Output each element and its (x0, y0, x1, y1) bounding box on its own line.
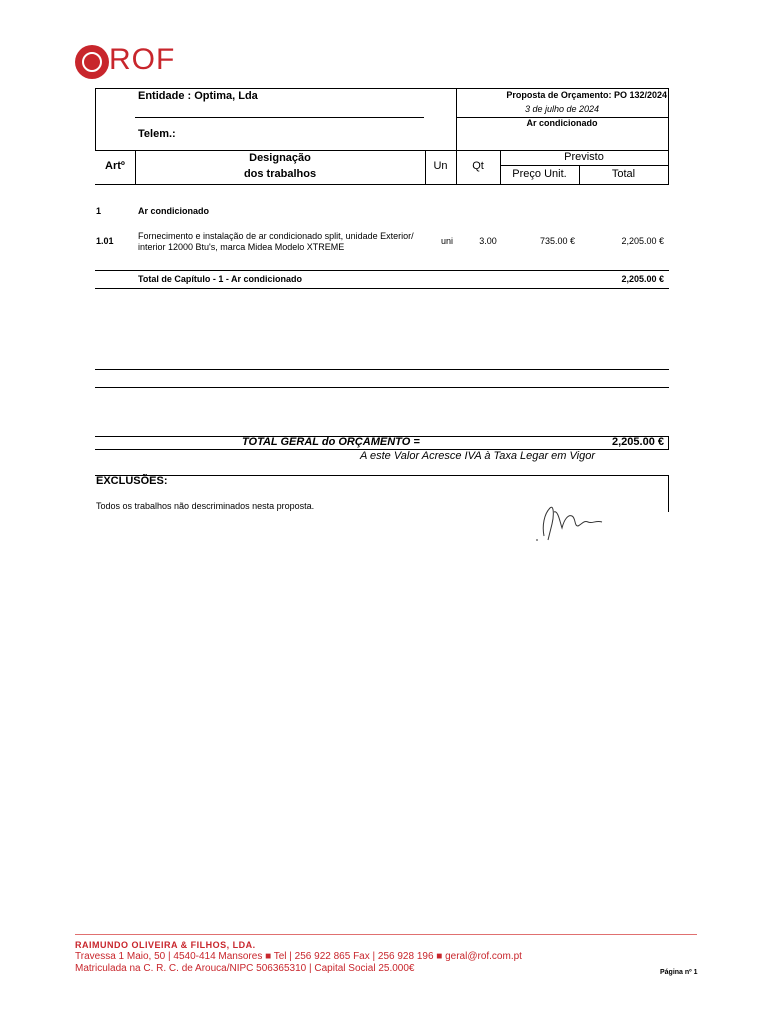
grand-total-right-border (668, 436, 669, 450)
vat-note: A este Valor Acresce IVA à Taxa Legar em Vigor (360, 450, 595, 462)
item-unit-price: 735.00 € (539, 236, 575, 246)
entity-underline (135, 117, 424, 118)
footer-registry: Matriculada na C. R. C. de Arouca/NIPC 506365310 | Capital Social 25.000€ (75, 963, 415, 974)
footer-company: RAIMUNDO OLIVEIRA & FILHOS, LDA. (75, 940, 256, 950)
chapter-total-value: 2,205.00 € (621, 274, 664, 284)
exclusions-top-border (95, 475, 669, 476)
proposal-subject: Ar condicionado (526, 118, 598, 128)
header-top-border (95, 88, 669, 89)
col-header-unit-price: Preço Unit. (512, 168, 567, 180)
telem-label: Telem.: (138, 128, 176, 140)
header-right-border (668, 88, 669, 184)
chapter-total-top-border (95, 270, 669, 271)
col-header-designation-1: Designação (249, 152, 311, 164)
chapter-total-bottom-border (95, 288, 669, 289)
chapter-number: 1 (96, 206, 102, 216)
item-total: 2,205.00 € (621, 236, 664, 246)
page-number: Página nº 1 (660, 969, 698, 976)
item-description-1: Fornecimento e instalação de ar condicionado split, unidade Exterior/ (138, 231, 414, 241)
exclusions-right-border (668, 475, 669, 512)
logo-text: ROF (109, 43, 176, 76)
item-quantity: 3.00 (479, 236, 497, 246)
col-header-designation-2: dos trabalhos (243, 168, 317, 180)
signature-image (530, 500, 610, 546)
proposal-date: 3 de julho de 2024 (524, 104, 600, 114)
columns-bottom-border (95, 184, 669, 185)
grand-total-label: TOTAL GERAL do ORÇAMENTO = (242, 436, 420, 448)
entity-name: Entidade : Optima, Lda (138, 90, 258, 102)
col-header-qt: Qt (472, 160, 484, 172)
proposal-number: Proposta de Orçamento: PO 132/2024 (506, 90, 667, 100)
exclusions-title: EXCLUSÕES: (96, 475, 168, 487)
col-header-previsto: Previsto (564, 151, 604, 163)
item-description-2: interior 12000 Btu's, marca Midea Modelo XTREME (138, 242, 345, 252)
exclusions-text: Todos os trabalhos não descriminados nesta proposta. (96, 501, 315, 511)
separator-line-2 (95, 387, 669, 388)
col-header-un: Un (433, 160, 448, 172)
item-art: 1.01 (96, 236, 114, 246)
logo-circle-icon (75, 45, 109, 79)
col-header-total: Total (611, 168, 636, 180)
item-unit: uni (440, 236, 453, 246)
chapter-total-label: Total de Capítulo - 1 - Ar condicionado (138, 274, 302, 284)
grand-total-value: 2,205.00 € (612, 436, 664, 448)
chapter-title: Ar condicionado (138, 206, 210, 216)
previsto-underline (500, 165, 668, 166)
separator-line-1 (95, 369, 669, 370)
company-logo (75, 45, 175, 81)
col-header-art: Artº (105, 160, 125, 172)
footer-divider (75, 934, 697, 935)
footer-address: Travessa 1 Maio, 50 | 4540-414 Mansores ■ Tel | 256 922 865 Fax | 256 928 196 ■ geral@rof.com.pt (75, 951, 522, 962)
header-left-border (95, 88, 96, 150)
